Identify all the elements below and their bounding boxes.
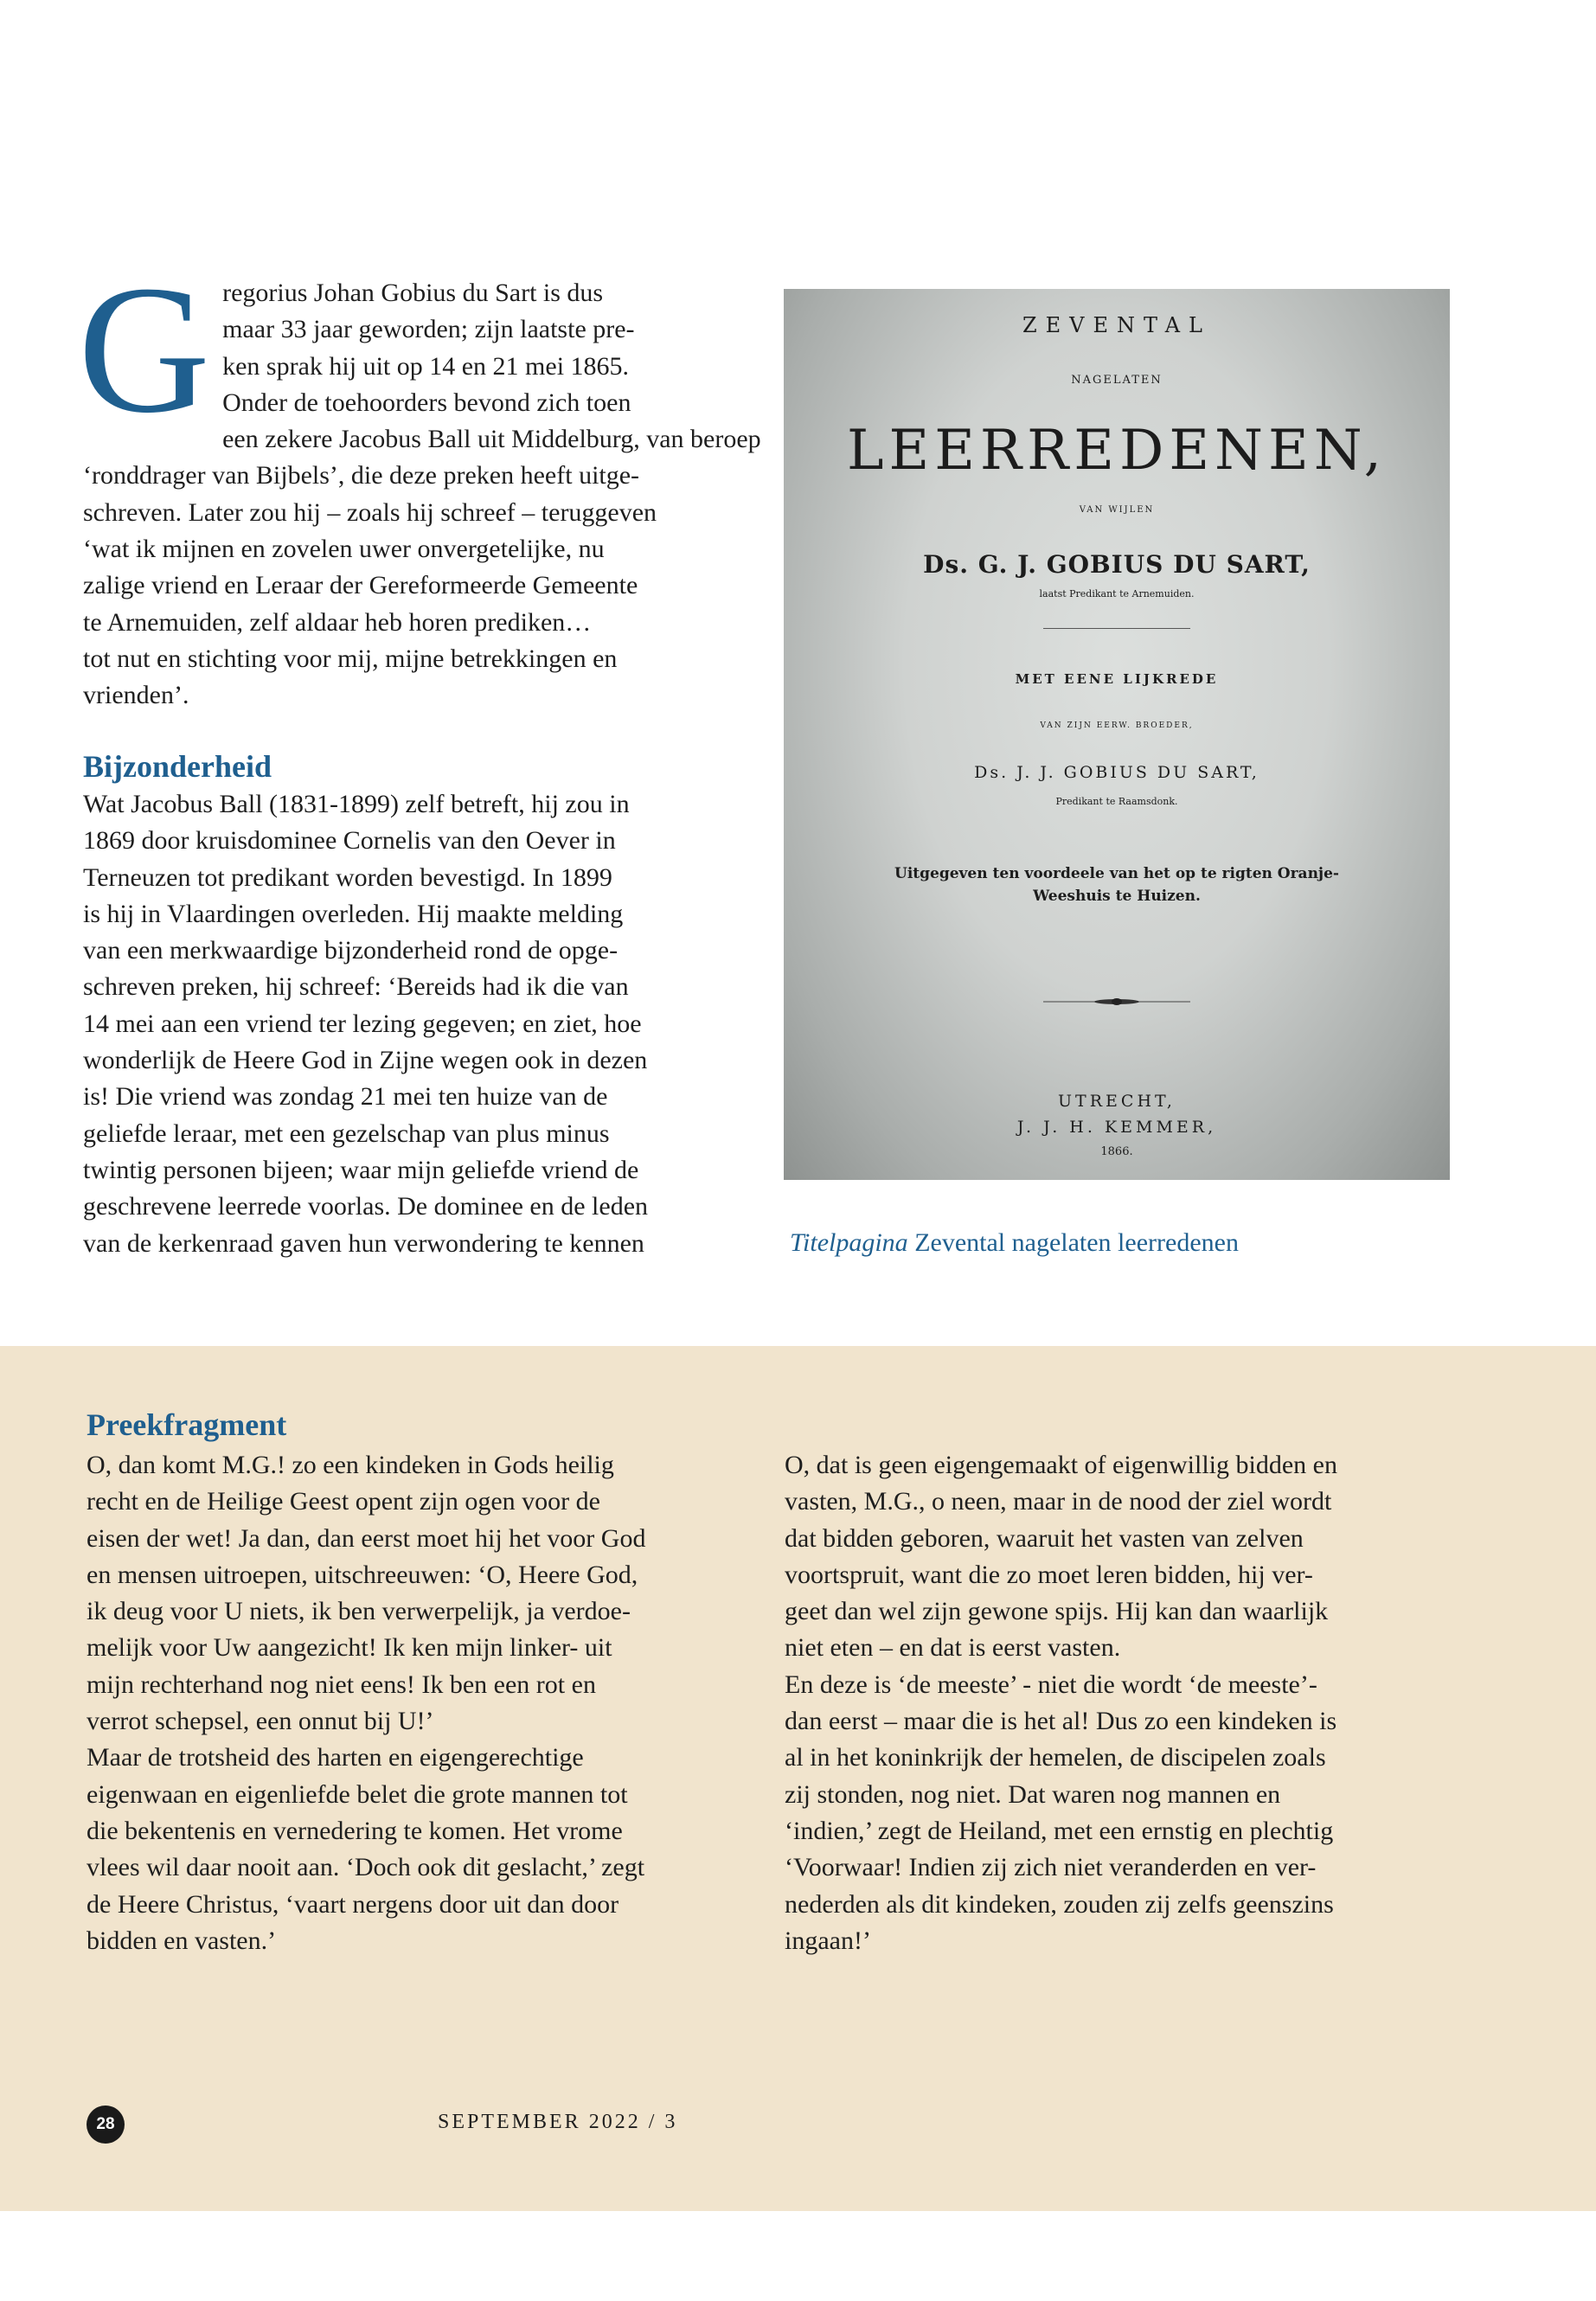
intro-line: Onder de toehoorders bevond zich toen bbox=[222, 388, 631, 417]
fragment-line: melijk voor Uw aangezicht! Ik ken mijn linker- uit bbox=[87, 1633, 612, 1663]
fragment-line: bidden en vasten.’ bbox=[87, 1926, 277, 1955]
bijzonderheid-text bbox=[83, 786, 745, 1262]
fragment-line: zij stonden, nog niet. Dat waren nog mannen en bbox=[785, 1779, 1281, 1809]
title-line-leerredenen: LEERREDENEN, bbox=[846, 419, 1388, 483]
body-line: twintig personen bijeen; waar mijn geliefde vriend de bbox=[83, 1155, 639, 1184]
ornament-divider bbox=[1043, 995, 1190, 1007]
fragment-line: En deze is ‘de meeste’ - niet die wordt ‘de meeste’- bbox=[785, 1670, 1317, 1699]
title-line-year: 1866. bbox=[1100, 1145, 1133, 1158]
body-line: Terneuzen tot predikant worden bevestigd. In 1899 bbox=[83, 862, 612, 892]
fragment-line: vlees wil daar nooit aan. ‘Doch ook dit geslacht,’ zegt bbox=[87, 1853, 645, 1882]
body-line: is! Die vriend was zondag 21 mei ten huize van de bbox=[83, 1082, 608, 1112]
fragment-line: O, dat is geen eigengemaakt of eigenwillig bidden en bbox=[785, 1451, 1337, 1479]
title-line-publisher: J. J. H. KEMMER, bbox=[1016, 1118, 1217, 1137]
fragment-line: mijn rechterhand nog niet eens! Ik ben een rot en bbox=[87, 1670, 596, 1699]
title-line-lijkrede: MET EENE LIJKREDE bbox=[1015, 671, 1219, 687]
intro-line: ‘wat ik mijnen en zovelen uwer onvergetelijke, nu bbox=[83, 535, 605, 564]
body-line: Wat Jacobus Ball (1831-1899) zelf betreft, hij zou in bbox=[83, 790, 630, 818]
title-line-laatst: laatst Predikant te Arnemuiden. bbox=[1039, 588, 1195, 599]
intro-line: vrienden’. bbox=[83, 681, 189, 710]
fragment-line: voortspruit, want die zo moet leren bidden, hij ver- bbox=[785, 1560, 1313, 1589]
intro-line: ‘ronddrager van Bijbels’, die deze preken heeft uitge- bbox=[83, 461, 640, 490]
intro-line: maar 33 jaar geworden; zijn laatste pre- bbox=[222, 315, 635, 344]
intro-line: te Arnemuiden, zelf aldaar heb horen prediken… bbox=[83, 607, 592, 637]
fragment-line: niet eten – en dat is eerst vasten. bbox=[785, 1633, 1121, 1663]
fragment-line: eigenwaan en eigenliefde belet die grote mannen tot bbox=[87, 1779, 628, 1809]
section-heading-preekfragment: Preekfragment bbox=[87, 1407, 287, 1442]
fragment-line: dat bidden geboren, waaruit het vasten van zelven bbox=[785, 1523, 1304, 1553]
intro-line: zalige vriend en Leraar der Gereformeerde Gemeente bbox=[83, 571, 638, 600]
intro-text bbox=[78, 247, 761, 715]
title-divider bbox=[1043, 628, 1190, 629]
title-line-brother: Ds. J. J. GOBIUS DU SART, bbox=[974, 763, 1259, 782]
title-line-weeshuis: Weeshuis te Huizen. bbox=[1033, 888, 1201, 905]
intro-line: regorius Johan Gobius du Sart is dus bbox=[222, 279, 604, 307]
fragment-line: en mensen uitroepen, uitschreeuwen: ‘O, Heere God, bbox=[87, 1560, 638, 1589]
fragment-line: O, dan komt M.G.! zo een kindeken in Gods heilig bbox=[87, 1451, 614, 1479]
body-line: geschrevene leerrede voorlas. De dominee en de leden bbox=[83, 1192, 649, 1221]
body-line: 1869 door kruisdominee Cornelis van den Oever in bbox=[83, 826, 616, 856]
page-number-badge: 28 bbox=[87, 2106, 125, 2144]
title-line-author: Ds. G. J. GOBIUS DU SART, bbox=[923, 550, 1311, 579]
issue-label: SEPTEMBER 2022 / 3 bbox=[438, 2111, 678, 2133]
intro-line: tot nut en stichting voor mij, mijne betrekkingen en bbox=[83, 644, 618, 673]
body-line: is hij in Vlaardingen overleden. Hij maakte melding bbox=[83, 899, 624, 928]
caption-text: Zevental nagelaten leerredenen bbox=[907, 1228, 1239, 1257]
fragment-line: ‘Voorwaar! Indien zij zich niet veranderden en ver- bbox=[785, 1853, 1317, 1882]
fragment-line: verrot schepsel, een onnut bij U!’ bbox=[87, 1707, 434, 1736]
title-line-van-wijlen: VAN WIJLEN bbox=[1079, 505, 1155, 515]
fragment-line: al in het koninkrijk der hemelen, de discipelen zoals bbox=[785, 1743, 1326, 1772]
intro-line: schreven. Later zou hij – zoals hij schreef – teruggeven bbox=[83, 497, 657, 527]
fragment-line: ‘indien,’ zegt de Heiland, met een ernstig en plechtig bbox=[785, 1816, 1334, 1845]
fragment-line: die bekentenis en vernedering te komen. Het vrome bbox=[87, 1816, 623, 1845]
title-line-nagelaten: NAGELATEN bbox=[1071, 374, 1163, 387]
fragment-line: nederden als dit kindeken, zouden zij zelfs geenszins bbox=[785, 1889, 1334, 1919]
fragment-line: Maar de trotsheid des harten en eigengerechtige bbox=[87, 1743, 584, 1772]
fragment-line: geet dan wel zijn gewone spijs. Hij kan dan waarlijk bbox=[785, 1597, 1329, 1626]
fragment-column-right bbox=[785, 1447, 1451, 1959]
title-line-raamsdonk: Predikant te Raamsdonk. bbox=[1055, 796, 1178, 807]
body-line: wonderlijk de Heere God in Zijne wegen ook in dezen bbox=[83, 1046, 648, 1075]
photo-caption bbox=[790, 1228, 1239, 1258]
title-line-uitgegeven: Uitgegeven ten voordeele van het op te rigten Oranje- bbox=[894, 865, 1339, 882]
fragment-line: de Heere Christus, ‘vaart nergens door uit dan door bbox=[87, 1889, 619, 1919]
body-line: geliefde leraar, met een gezelschap van plus minus bbox=[83, 1118, 610, 1148]
caption-italic: Titelpagina bbox=[790, 1228, 908, 1257]
body-line: van de kerkenraad gaven hun verwondering te kennen bbox=[83, 1228, 644, 1258]
body-line: schreven preken, hij schreef: ‘Bereids had ik die van bbox=[83, 972, 629, 1002]
fragment-line: recht en de Heilige Geest opent zijn ogen voor de bbox=[87, 1487, 600, 1516]
body-line: van een merkwaardige bijzonderheid rond de opge- bbox=[83, 936, 619, 965]
title-line-city: UTRECHT, bbox=[1058, 1092, 1176, 1111]
intro-line: ken sprak hij uit op 14 en 21 mei 1865. bbox=[222, 351, 630, 381]
title-line-broeder: VAN ZIJN EERW. BROEDER, bbox=[1040, 721, 1194, 730]
fragment-line: vasten, M.G., o neen, maar in de nood der ziel wordt bbox=[785, 1487, 1332, 1516]
fragment-line: ik deug voor U niets, ik ben verwerpelijk, ja verdoe- bbox=[87, 1597, 631, 1626]
intro-line: een zekere Jacobus Ball uit Middelburg, van beroep bbox=[222, 425, 761, 454]
section-heading-bijzonderheid: Bijzonderheid bbox=[83, 749, 272, 784]
fragment-line: ingaan!’ bbox=[785, 1926, 871, 1955]
title-page-photo bbox=[784, 289, 1450, 1180]
fragment-line: dan eerst – maar die is het al! Dus zo een kindeken is bbox=[785, 1707, 1337, 1736]
drop-cap: G bbox=[78, 247, 211, 451]
title-line-zevental: ZEVENTAL bbox=[1022, 313, 1211, 337]
fragment-column-left bbox=[87, 1447, 753, 1959]
fragment-line: eisen der wet! Ja dan, dan eerst moet hij het voor God bbox=[87, 1523, 646, 1553]
body-line: 14 mei aan een vriend ter lezing gegeven; en ziet, hoe bbox=[83, 1009, 642, 1038]
